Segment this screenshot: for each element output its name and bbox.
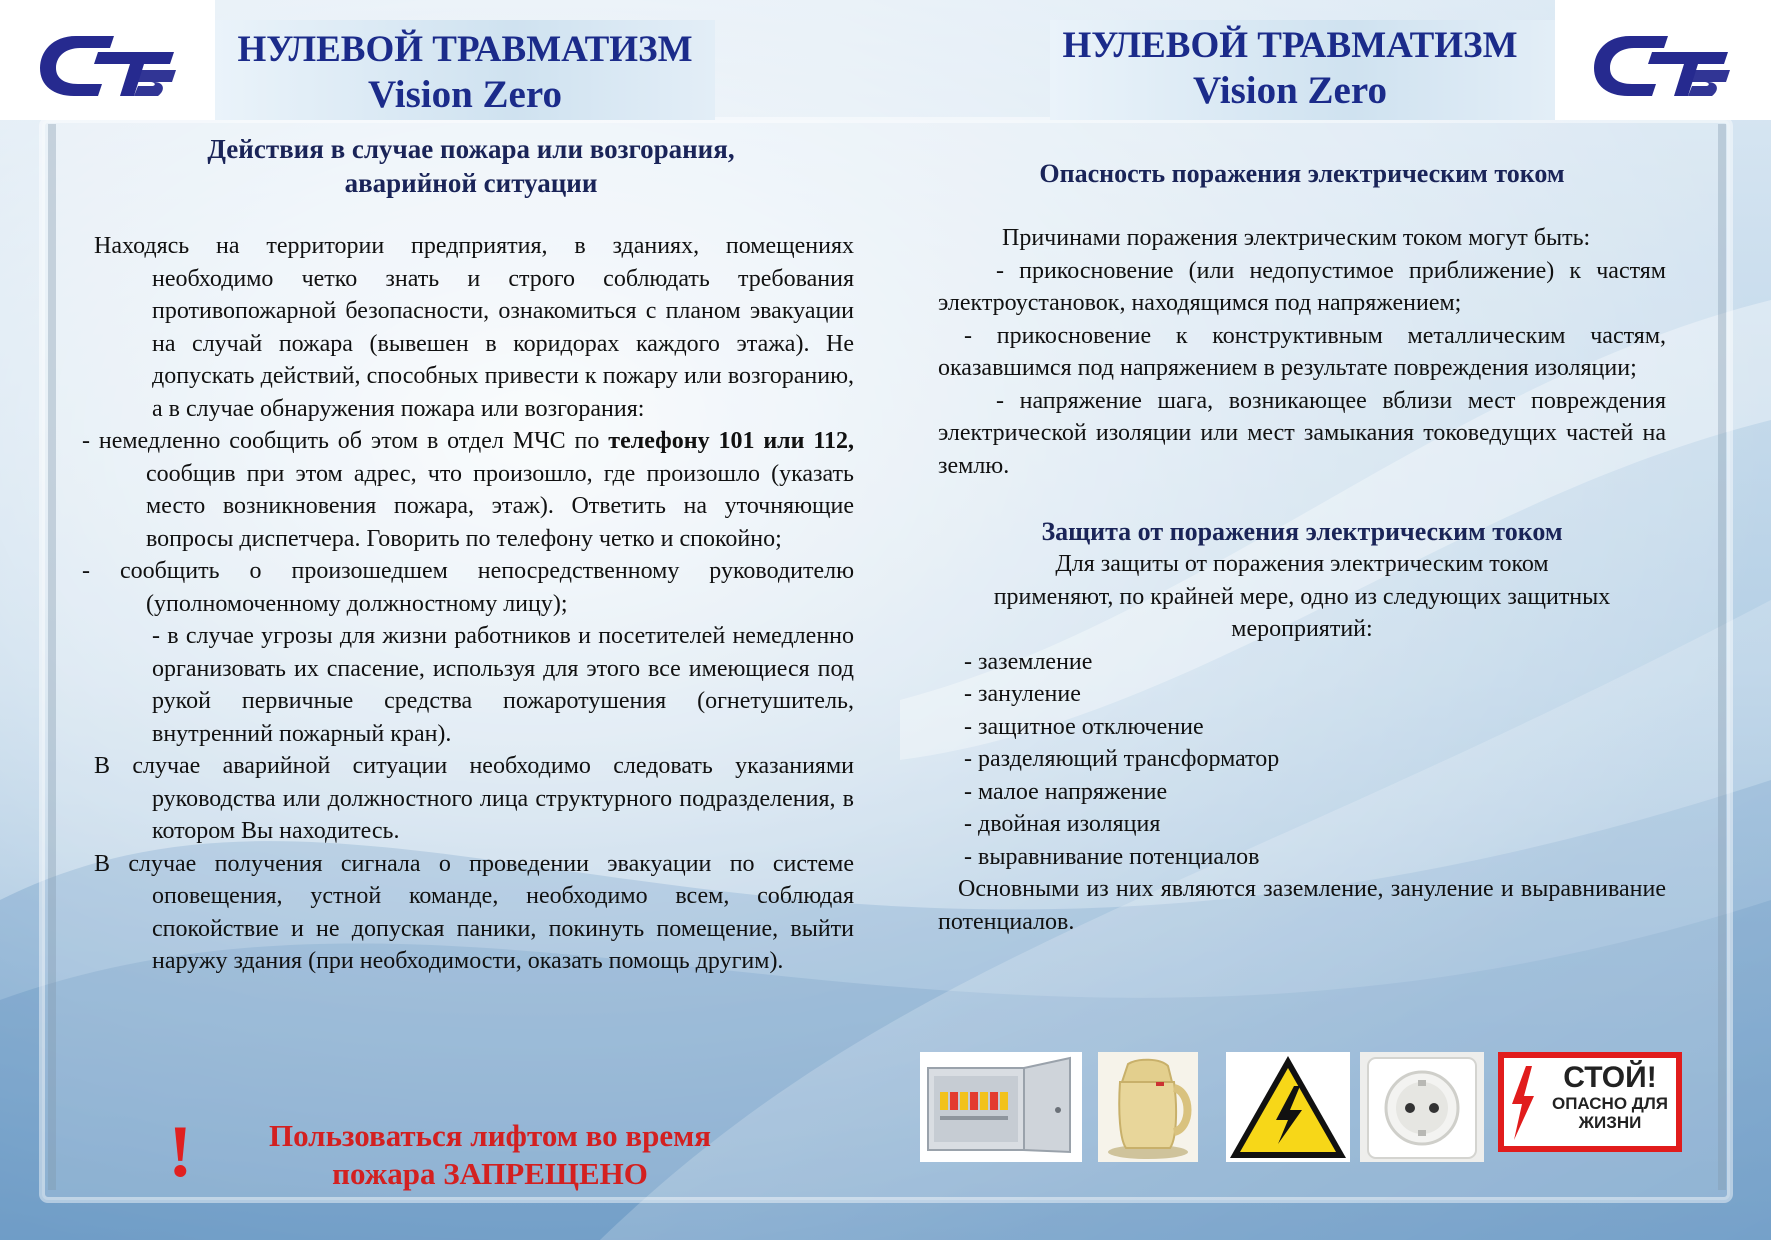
stop-sign-line1: СТОЙ! — [1563, 1061, 1657, 1094]
electric-cause-contact: - прикосновение (или недопустимое приближение) к частям электроустановок, находящимся под напряжением; — [938, 257, 1666, 316]
exclamation-icon: ! — [168, 1111, 193, 1193]
fire-paragraph-rescue: - в случае угрозы для жизни работников и посетителей немедленно организовать их спасение, используя для этого все имеющиеся под рукой первичные средства пожаротушения (огнетушитель, внутренний пожарный кран). — [152, 623, 854, 747]
fire-paragraph-call — [82, 425, 854, 555]
electric-cause-step-voltage: - напряжение шага, возникающее вблизи мест повреждения электрической изоляции или мест замыкания токоведущих частей на землю. — [938, 387, 1666, 479]
list-item: - зануление — [964, 681, 1081, 707]
electric-hazard-column — [938, 158, 1666, 938]
header-title-right-line2: Vision Zero — [1193, 68, 1387, 112]
header-title-left-line2: Vision Zero — [368, 72, 562, 116]
header-title-left-line1: НУЛЕВОЙ ТРАВМАТИЗМ — [237, 29, 693, 70]
fire-paragraph-report: - сообщить о произошедшем непосредственному руководителю (уполномоченному должностному лицу); — [82, 558, 854, 617]
list-item: - защитное отключение — [964, 713, 1204, 740]
protection-measures-list — [938, 646, 1666, 874]
stop-sign-text — [1540, 1062, 1680, 1132]
fire-call-text-b: сообщив при этом адрес, что произошло, где произошло (указать место возникновения пожара, этаж). Ответить на уточняющие вопросы диспетчера. Говорить по телефону четко и спокойно; — [146, 460, 854, 552]
electric-causes-intro: Причинами поражения электрическим током могут быть: — [1002, 225, 1591, 251]
list-item: - двойная изоляция — [964, 811, 1161, 837]
elevator-warning-line1: Пользоваться лифтом во время — [268, 1118, 712, 1153]
fire-actions-title-line1: Действия в случае пожара или возгорания, — [207, 134, 735, 164]
electric-hazard-title: Опасность поражения электрическим током — [1039, 159, 1565, 188]
header-title-left — [220, 28, 710, 118]
fire-actions-column — [82, 132, 854, 978]
header-title-right — [1050, 24, 1530, 114]
electric-protection-closing: Основными из них являются заземление, зануление и выравнивание потенциалов. — [938, 876, 1666, 935]
stop-sign-line3: ЖИЗНИ — [1578, 1113, 1642, 1132]
high-voltage-warning-sign — [1226, 1052, 1350, 1162]
electric-protection-intro-line1: Для защиты от поражения электрическим током — [1055, 551, 1549, 577]
header-title-right-line1: НУЛЕВОЙ ТРАВМАТИЗМ — [1062, 25, 1518, 66]
list-item: - малое напряжение — [964, 778, 1168, 805]
power-socket-image — [1360, 1052, 1484, 1162]
stop-sign-line2: ОПАСНО ДЛЯ — [1551, 1094, 1669, 1113]
elevator-warning-text — [220, 1117, 760, 1193]
list-item: - заземление — [964, 648, 1093, 675]
list-item: - выравнивание потенциалов — [964, 843, 1260, 870]
elevator-warning-line2: пожара ЗАПРЕЩЕНО — [332, 1156, 648, 1191]
company-logo-left — [38, 30, 178, 100]
fire-actions-title — [88, 132, 854, 200]
fire-paragraph-evacuation: В случае получения сигнала о проведении эвакуации по системе оповещения, устной команде, необходимо всем, соблюдая спокойствие и не допуская паники, покинуть помещение, выйти наружу здания (при необходимости, оказать помощь другим). — [94, 850, 854, 974]
electric-protection-intro-line2: применяют, по крайней мере, одно из следующих защитных — [993, 583, 1611, 610]
electric-kettle-image — [1098, 1052, 1198, 1162]
electrical-panel-image — [920, 1052, 1082, 1162]
list-item: - разделяющий трансформатор — [964, 746, 1280, 772]
electric-cause-metal: - прикосновение к конструктивным металлическим частям, оказавшимся под напряжением в результате повреждения изоляции; — [938, 322, 1666, 381]
fire-paragraph-intro: Находясь на территории предприятия, в зданиях, помещениях необходимо четко знать и строго соблюдать требования противопожарной безопасности, ознакомиться с планом эвакуации на случай пожара (вывешен в коридорах каждого этажа). Не допускать действий, способных привести к пожару или возгоранию, а в случае обнаружения пожара или возгорания: — [94, 233, 854, 422]
company-logo-right — [1592, 30, 1732, 100]
elevator-warning — [160, 1111, 770, 1195]
fire-paragraph-emergency: В случае аварийной ситуации необходимо следовать указаниями руководства или должностного лица структурного подразделения, в котором Вы находитесь. — [94, 753, 854, 844]
fire-call-phone: телефону 101 или 112, — [608, 428, 854, 454]
electric-protection-title: Защита от поражения электрическим током — [1041, 517, 1563, 546]
fire-call-text-a: - немедленно сообщить об этом в отдел МЧС по — [82, 428, 609, 454]
fire-actions-title-line2: аварийной ситуации — [344, 168, 598, 198]
electric-protection-intro-line3: мероприятий: — [1231, 616, 1373, 642]
